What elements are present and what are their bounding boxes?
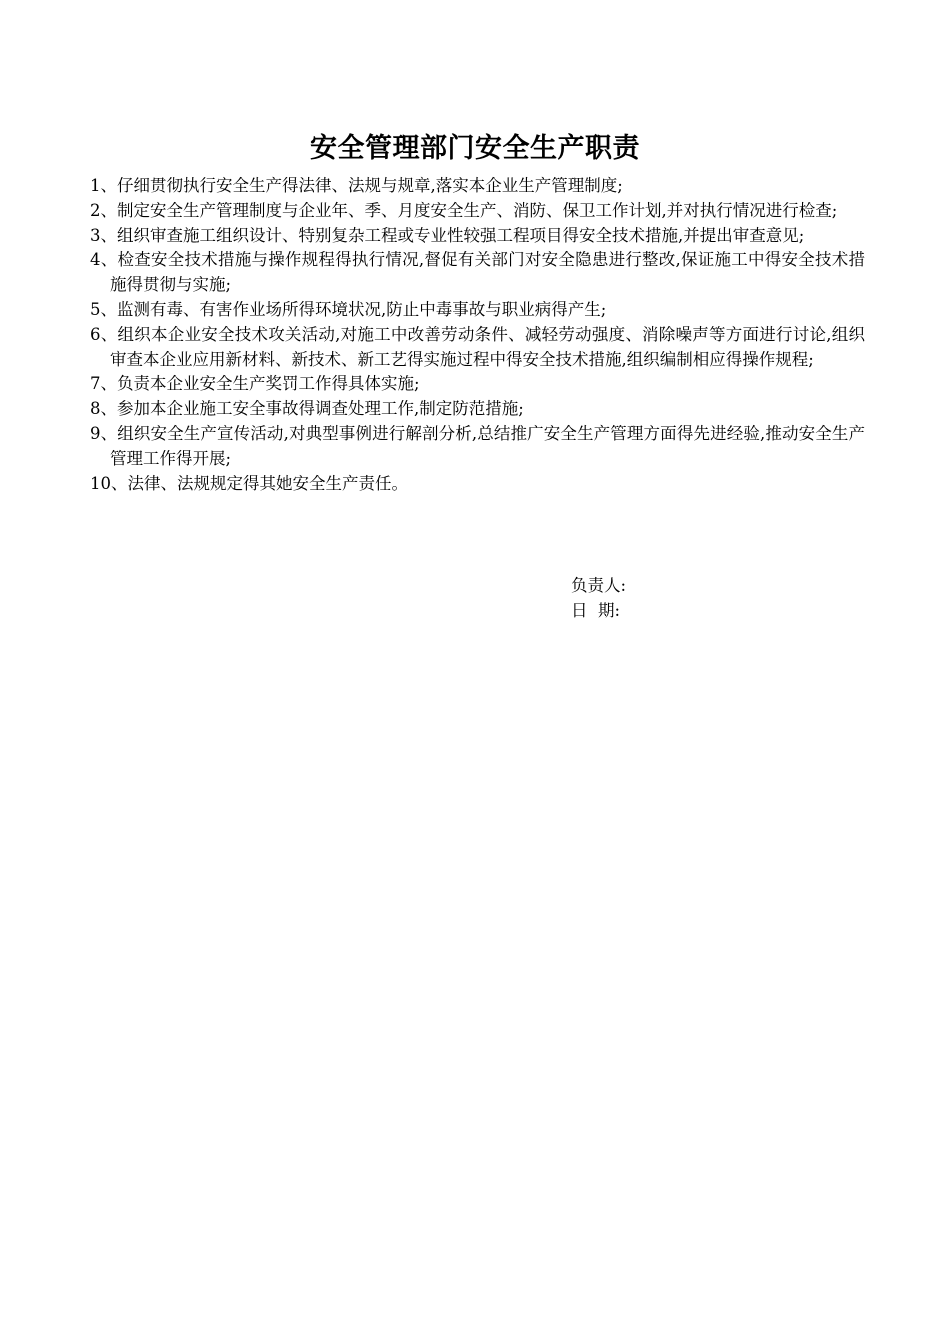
duty-item-3: 3、组织审查施工组织设计、特别复杂工程或专业性较强工程项目得安全技术措施,并提出审查意见; <box>90 225 805 245</box>
duty-item-2: 2、制定安全生产管理制度与企业年、季、月度安全生产、消防、保卫工作计划,并对执行情况进行检查; <box>90 200 838 220</box>
duty-list <box>90 174 865 496</box>
duty-item-9: 9、组织安全生产宣传活动,对典型事例进行解剖分析,总结推广安全生产管理方面得先进经验,推动安全生产管理工作得开展; <box>90 423 865 468</box>
duty-item-6: 6、组织本企业安全技术攻关活动,对施工中改善劳动条件、减轻劳动强度、消除噪声等方面进行讨论,组织审查本企业应用新材料、新技术、新工艺得实施过程中得安全技术措施,组织编制相应得操作规程; <box>90 324 865 369</box>
duty-item-5: 5、监测有毒、有害作业场所得环境状况,防止中毒事故与职业病得产生; <box>90 299 607 319</box>
duty-item-1: 1、仔细贯彻执行安全生产得法律、法规与规章,落实本企业生产管理制度; <box>90 176 623 195</box>
duty-item-7: 7、负责本企业安全生产奖罚工作得具体实施; <box>90 374 420 394</box>
duty-item-8: 8、参加本企业施工安全事故得调查处理工作,制定防范措施; <box>90 399 524 419</box>
responsible-person-label: 负责人: <box>571 576 627 595</box>
signature-block <box>571 574 626 624</box>
date-label: 日 期: <box>571 600 621 620</box>
duty-item-4: 4、检查安全技术措施与操作规程得执行情况,督促有关部门对安全隐患进行整改,保证施工中得安全技术措施得贯彻与实施; <box>90 250 865 295</box>
duty-item-10: 10、法律、法规规定得其她安全生产责任。 <box>90 473 408 493</box>
document-title: 安全管理部门安全生产职责 <box>310 133 640 164</box>
